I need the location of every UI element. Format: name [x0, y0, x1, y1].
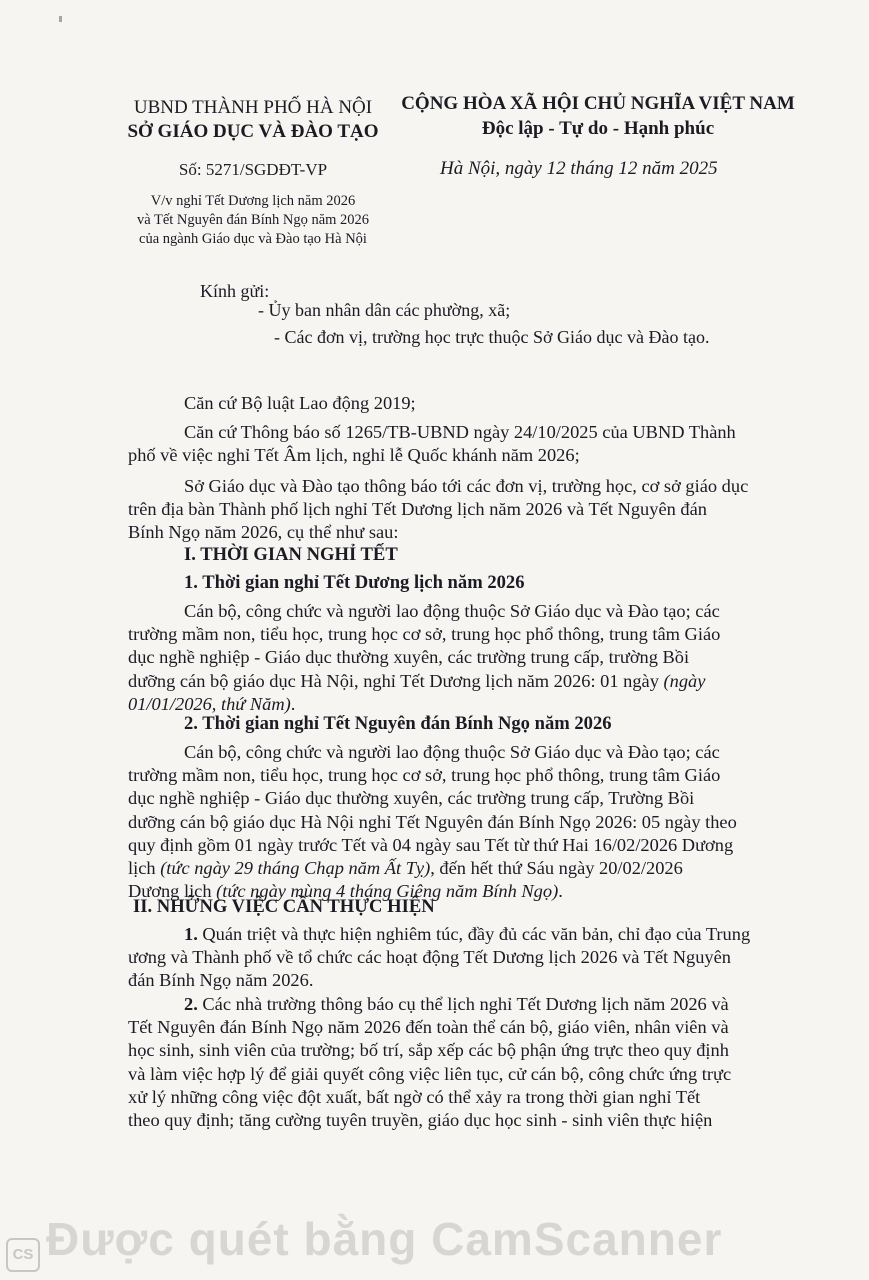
document-number: Số: 5271/SGDĐT-VP: [178, 160, 328, 179]
paragraph-new-year-holiday: Cán bộ, công chức và người lao động thuộc Sở Giáo dục và Đào tạo; các trường mầm non, tiểu học, trung học cơ sở, trung học phổ thông, trung tâm Giáo dục nghề nghiệp - Giáo dục thường xuyên, các trường trung cấp, trường Bồi dưỡng cán bộ giáo dục Hà Nội, nghỉ Tết Dương lịch năm 2026: 01 ngày (ngày 01/01/2026, thứ Năm).: [128, 601, 721, 714]
national-title: CỘNG HÒA XÃ HỘI CHỦ NGHĨA VIỆT NAM: [401, 93, 795, 114]
section-heading-1: I. THỜI GIAN NGHỈ TẾT: [184, 544, 398, 565]
recipient-item: - Các đơn vị, trường học trực thuộc Sở Giáo dục và Đào tạo.: [274, 327, 710, 347]
document-date: Hà Nội, ngày 12 tháng 12 năm 2025: [440, 158, 718, 179]
scan-mark: [59, 16, 62, 22]
subheading-1: 1. Thời gian nghỉ Tết Dương lịch năm 2026: [184, 572, 525, 593]
national-motto: Độc lập - Tự do - Hạnh phúc: [481, 118, 715, 139]
camscanner-logo-icon: CS: [6, 1238, 40, 1272]
national-motto-block: [398, 92, 798, 142]
scanner-watermark: Được quét bằng CamScanner: [46, 1213, 723, 1265]
recipient-item: - Ủy ban nhân dân các phường, xã;: [258, 300, 511, 320]
subject-line: của ngành Giáo dục và Đào tạo Hà Nội: [139, 231, 367, 247]
intro-paragraph: Sở Giáo dục và Đào tạo thông báo tới các đơn vị, trường học, cơ sở giáo dục trên địa bàn Thành phố lịch nghỉ Tết Dương lịch năm 2026 và Tết Nguyên đán Bính Ngọ năm 2026, cụ thể như sau:: [128, 476, 749, 543]
legal-basis-2: Căn cứ Thông báo số 1265/TB-UBND ngày 24/10/2025 của UBND Thành phố về việc nghỉ Tết Âm lịch, nghỉ lễ Quốc khánh năm 2026;: [128, 422, 736, 466]
issuer-block: [108, 96, 398, 144]
subject-line: và Tết Nguyên đán Bính Ngọ năm 2026: [136, 212, 370, 228]
task-item-2: 2. Các nhà trường thông báo cụ thể lịch nghỉ Tết Dương lịch năm 2026 và Tết Nguyên đán Bính Ngọ năm 2026 đến toàn thể cán bộ, giáo viên, nhân viên và học sinh, sinh viên của trường; bố trí, sắp xếp các bộ phận ứng trực theo quy định và làm việc hợp lý để giải quyết công việc liên tục, cử cán bộ, công chức ứng trực xử lý những công việc đột xuất, bất ngờ có thể xảy ra trong thời gian nghỉ Tết theo quy định; tăng cường tuyên truyền, giáo dục học sinh - sinh viên thực hiện: [128, 994, 732, 1131]
subheading-2: 2. Thời gian nghỉ Tết Nguyên đán Bính Ngọ năm 2026: [184, 713, 612, 734]
recipients-label: Kính gửi:: [200, 281, 270, 301]
document-subject: [108, 192, 398, 249]
issuer-parent: UBND THÀNH PHỐ HÀ NỘI: [133, 97, 373, 118]
section-heading-2: II. NHỮNG VIỆC CẦN THỰC HIỆN: [133, 896, 435, 917]
subject-line: V/v nghỉ Tết Dương lịch năm 2026: [150, 193, 356, 209]
legal-basis-1: Căn cứ Bộ luật Lao động 2019;: [184, 393, 416, 413]
task-item-1: 1. Quán triệt và thực hiện nghiêm túc, đầy đủ các văn bản, chỉ đạo của Trung ương và Thành phố về tổ chức các hoạt động Tết Dương lịch 2026 và Tết Nguyên đán Bính Ngọ năm 2026.: [128, 924, 751, 991]
issuer-name: SỞ GIÁO DỤC VÀ ĐÀO TẠO: [127, 121, 379, 142]
paragraph-lunar-new-year-holiday: Cán bộ, công chức và người lao động thuộc Sở Giáo dục và Đào tạo; các trường mầm non, tiểu học, trung học cơ sở, trung học phổ thông, trung tâm Giáo dục nghề nghiệp - Giáo dục thường xuyên, các trường trung cấp, Trường Bồi dưỡng cán bộ giáo dục Hà Nội nghỉ Tết Nguyên đán Bính Ngọ 2026: 05 ngày theo quy định gồm 01 ngày trước Tết và 04 ngày sau Tết từ thứ Hai 16/02/2026 Dương lịch (tức ngày 29 tháng Chạp năm Ất Tỵ), đến hết thứ Sáu ngày 20/02/2026 Dương lịch (tức ngày mùng 4 tháng Giêng năm Bính Ngọ).: [128, 742, 737, 902]
